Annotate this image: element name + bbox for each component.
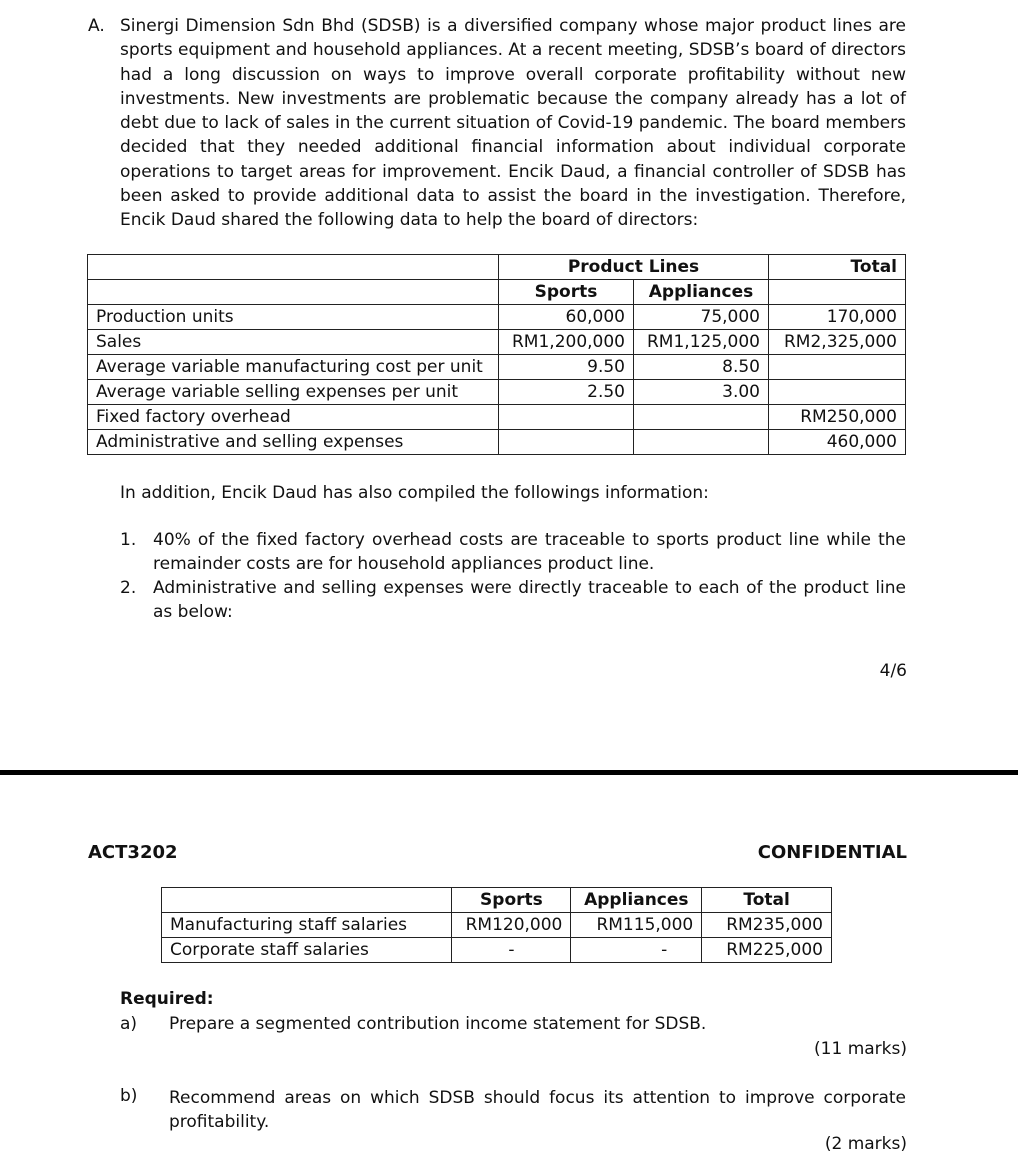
page-divider (0, 770, 1018, 775)
table-row (88, 330, 906, 355)
page-5 (0, 776, 1018, 1161)
appliances-value: 8.50 (634, 355, 769, 380)
row-label: Production units (88, 305, 499, 330)
sports-value: RM1,200,000 (499, 330, 634, 355)
appliances-header: Appliances (571, 888, 702, 913)
part-b-marks: (2 marks) (824, 1134, 907, 1154)
table-header-row (88, 255, 906, 280)
list-item-number: 1. (120, 530, 137, 550)
row-label: Average variable manufacturing cost per unit (88, 355, 499, 380)
table-row (162, 938, 832, 963)
list-item-text: Administrative and selling expenses were directly traceable to each of the product line as below: (153, 578, 906, 622)
appliances-value: RM1,125,000 (634, 330, 769, 355)
row-label: Corporate staff salaries (162, 938, 452, 963)
question-intro: Sinergi Dimension Sdn Bhd (SDSB) is a diversified company whose major product lines are sports equipment and household appliances. At a recent meeting, SDSB’s board of directors had a long discussion on ways to improve overall corporate profitability without new investments. New investments are problematic because the company already has a lot of debt due to lack of sales in the current situation of Covid-19 pandemic. The board members decided that they needed additional financial information about individual corporate operations to target areas for improvement. Encik Daud, a financial controller of SDSB has been asked to provide additional data to assist the board in the investigation. Therefore, Encik Daud shared the following data to help the board of directors: (120, 16, 906, 231)
sports-value: 2.50 (499, 380, 634, 405)
total-value: RM225,000 (702, 938, 832, 963)
total-value: RM2,325,000 (769, 330, 906, 355)
row-label: Fixed factory overhead (88, 405, 499, 430)
sports-header: Sports (499, 280, 634, 305)
table-row (88, 405, 906, 430)
row-label: Sales (88, 330, 499, 355)
appliances-value (634, 430, 769, 455)
total-value: RM250,000 (769, 405, 906, 430)
table-row (88, 430, 906, 455)
table-row (88, 355, 906, 380)
sports-value: RM120,000 (452, 913, 571, 938)
part-a-text: Prepare a segmented contribution income statement for SDSB. (169, 1014, 707, 1034)
page-number: 4/6 (879, 661, 907, 681)
part-a-marks: (11 marks) (814, 1039, 907, 1059)
appliances-value (634, 405, 769, 430)
salaries-table (161, 887, 832, 963)
numbered-list (120, 528, 906, 624)
table-subheader-row (88, 280, 906, 305)
total-header: Total (702, 888, 832, 913)
row-label: Manufacturing staff salaries (162, 913, 452, 938)
part-b-text: Recommend areas on which SDSB should focus its attention to improve corporate profitability. (169, 1088, 906, 1132)
sports-value: - (452, 938, 571, 963)
total-value: 460,000 (769, 430, 906, 455)
product-lines-header: Product Lines (499, 255, 769, 280)
list-item-number: 2. (120, 578, 137, 598)
appliances-value: - (571, 938, 702, 963)
required-heading: Required: (120, 989, 214, 1009)
table-row (88, 305, 906, 330)
total-value (769, 380, 906, 405)
blank-header-cell (162, 888, 452, 913)
part-a-letter: a) (120, 1014, 138, 1034)
sports-value: 60,000 (499, 305, 634, 330)
sports-header: Sports (452, 888, 571, 913)
table-header-row (162, 888, 832, 913)
question-letter: A. (88, 16, 105, 36)
part-b-letter: b) (120, 1086, 138, 1106)
appliances-value: RM115,000 (571, 913, 702, 938)
course-code: ACT3202 (88, 842, 178, 863)
appliances-header: Appliances (634, 280, 769, 305)
list-item-text: 40% of the fixed factory overhead costs are traceable to sports product line while the remainder costs are for household appliances product line. (153, 530, 906, 574)
table-row (162, 913, 832, 938)
blank-header-cell (88, 280, 499, 305)
additional-info-intro: In addition, Encik Daud has also compiled the followings information: (120, 483, 709, 503)
appliances-value: 75,000 (634, 305, 769, 330)
total-header: Total (769, 255, 906, 280)
blank-header-cell (88, 255, 499, 280)
total-value: 170,000 (769, 305, 906, 330)
sports-value: 9.50 (499, 355, 634, 380)
blank-header-cell (769, 280, 906, 305)
list-item (120, 528, 906, 576)
sports-value (499, 405, 634, 430)
product-lines-table (87, 254, 906, 455)
confidential-label: CONFIDENTIAL (757, 842, 907, 863)
table-row (88, 380, 906, 405)
appliances-value: 3.00 (634, 380, 769, 405)
list-item (120, 576, 906, 624)
row-label: Administrative and selling expenses (88, 430, 499, 455)
total-value (769, 355, 906, 380)
total-value: RM235,000 (702, 913, 832, 938)
row-label: Average variable selling expenses per unit (88, 380, 499, 405)
sports-value (499, 430, 634, 455)
